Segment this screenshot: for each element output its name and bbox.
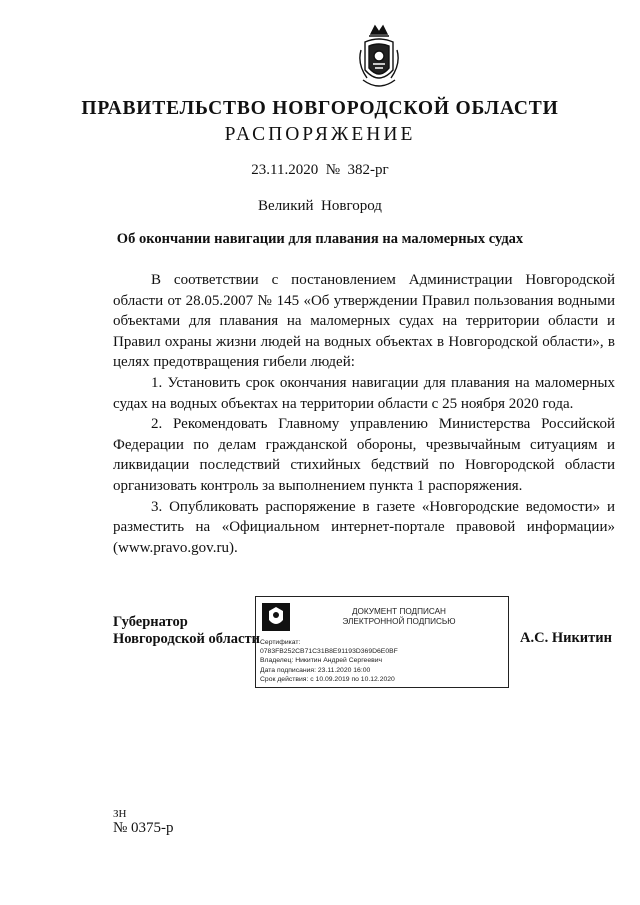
stamp-title	[304, 607, 494, 627]
stamp-owner: Владелец: Никитин Андрей Сергеевич	[260, 657, 383, 665]
coat-of-arms-emblem	[357, 20, 401, 94]
stamp-validity: Срок действия: с 10.09.2019 по 10.12.2020	[260, 675, 395, 683]
body-paragraph: В соответствии с постановлением Администрации Новгородской области от 28.05.2007 № 145 «Об утверждении Правил пользования водными объектами для плавания на маломерных судах на территории области и Правил охраны жизни людей на водных объектах в Новгородской области», в целях предотвращения гибели людей:	[113, 272, 615, 371]
stamp-details	[260, 638, 398, 684]
signatory-title	[113, 614, 260, 648]
stamp-signed-date: Дата подписания: 23.11.2020 16:00	[260, 666, 371, 674]
document-body	[113, 270, 615, 558]
body-paragraph: 1. Установить срок окончания навигации для плавания на маломерных судах на водных объектах на территории области с 25 ноября 2020 года.	[113, 374, 615, 412]
stamp-emblem-icon	[261, 602, 291, 632]
city: Великий Новгород	[258, 198, 382, 214]
organization-title: ПРАВИТЕЛЬСТВО НОВГОРОДСКОЙ ОБЛАСТИ	[81, 98, 559, 119]
stamp-cert-label: Сертификат:	[260, 639, 301, 646]
electronic-signature-stamp	[255, 596, 509, 688]
signatory-title-line: Новгородской области	[113, 631, 260, 647]
signatory-name: А.С. Никитин	[520, 630, 612, 646]
stamp-cert-number: 0783FB252CB71C31B8E91193D369D6E0BF	[260, 648, 398, 656]
footer-code: ЗН	[113, 808, 127, 820]
signatory-title-line: Губернатор	[113, 614, 188, 630]
body-paragraph: 2. Рекомендовать Главному управлению Министерства Российской Федерации по делам гражданской обороны, чрезвычайным ситуациям и ликвидации последствий стихийных бедствий по Новгородской области организовать контроль за выполнением пункта 1 распоряжения.	[113, 416, 615, 494]
document-type: РАСПОРЯЖЕНИЕ	[224, 124, 416, 145]
body-paragraph: 3. Опубликовать распоряжение в газете «Новгородские ведомости» и разместить на «Официальном интернет-портале правовой информации» (www.pravo.gov.ru).	[113, 498, 615, 556]
stamp-title-line: ДОКУМЕНТ ПОДПИСАН	[352, 607, 446, 616]
date-and-number: 23.11.2020 № 382-рг	[251, 162, 389, 178]
document-subject: Об окончании навигации для плавания на маломерных судах	[116, 231, 524, 247]
stamp-title-line: ЭЛЕКТРОННОЙ ПОДПИСЬЮ	[342, 617, 456, 626]
footer-number: № 0375-р	[113, 820, 174, 836]
